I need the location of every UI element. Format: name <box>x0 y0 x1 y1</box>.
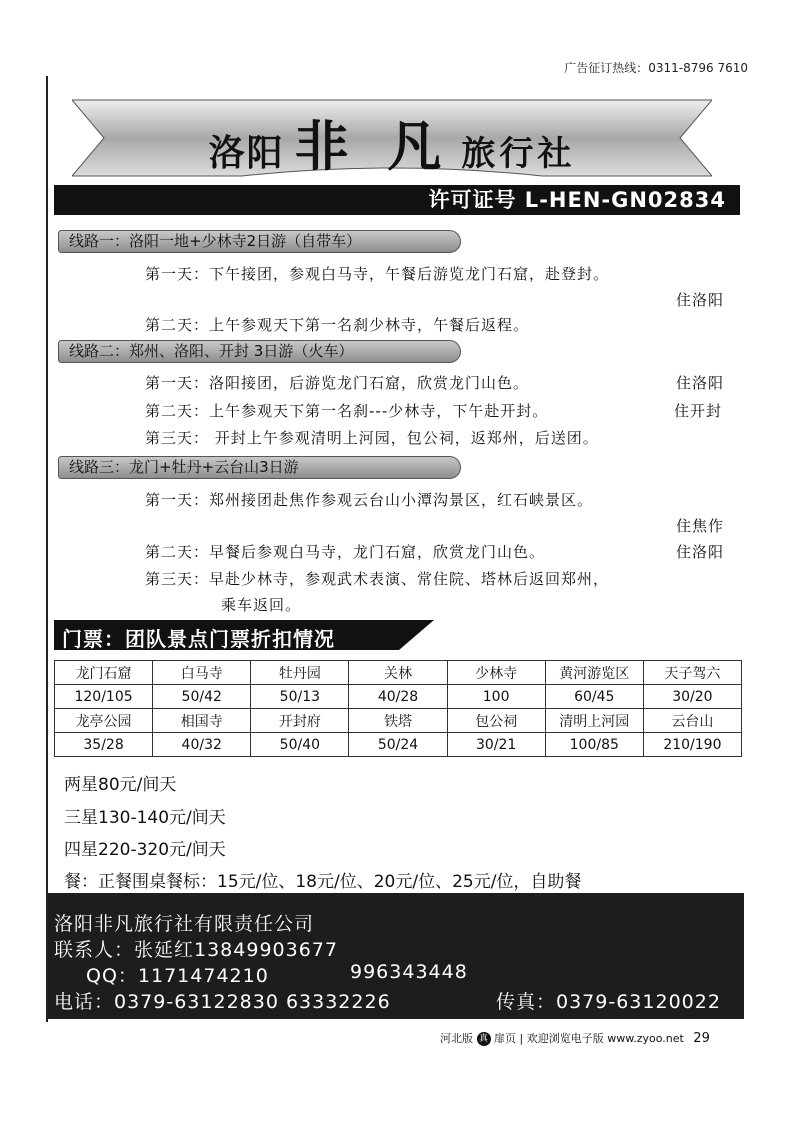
page-footer <box>440 1030 740 1046</box>
contact-person: 联系人：张延红13849903677 <box>54 939 338 961</box>
table-cell: 天子驾六 <box>643 661 741 685</box>
table-row <box>55 709 742 733</box>
tickets-heading <box>54 620 434 650</box>
footer-slogan: 欢迎浏览电子版 <box>526 1032 604 1045</box>
title-name: 非 凡 <box>294 115 452 178</box>
table-cell: 100/85 <box>545 733 643 757</box>
table-cell: 清明上河园 <box>545 709 643 733</box>
table-cell: 120/105 <box>55 685 153 709</box>
table-cell: 40/28 <box>349 685 447 709</box>
route-3-day-3: 第三天：早赴少林寺，参观武术表演、常住院、塔林后返回郑州， <box>145 570 610 588</box>
route-3-day-2-stay: 住洛阳 <box>676 543 725 561</box>
fax-number: 传真：0379-63120022 <box>496 991 721 1013</box>
brand-title <box>72 104 712 181</box>
table-cell: 100 <box>447 685 545 709</box>
table-cell: 40/32 <box>153 733 251 757</box>
table-cell: 50/13 <box>251 685 349 709</box>
company-name: 洛阳非凡旅行社有限责任公司 <box>54 913 315 935</box>
qq-primary: QQ：1171474210 <box>86 965 269 987</box>
table-cell: 少林寺 <box>447 661 545 685</box>
hotel-four-star: 四星220-320元/间天 <box>64 840 226 860</box>
route-3-title: 线路三：龙门+牡丹+云台山3日游 <box>58 456 461 479</box>
route-2-day-2-stay: 住开封 <box>674 402 723 420</box>
table-cell: 铁塔 <box>349 709 447 733</box>
footer-separator: | <box>519 1032 524 1045</box>
table-cell: 黄河游览区 <box>545 661 643 685</box>
route-2-day-1-stay: 住洛阳 <box>676 374 725 392</box>
table-cell: 关林 <box>349 661 447 685</box>
route-1-day-1: 第一天：下午接团，参观白马寺，午餐后游览龙门石窟，赴登封。 <box>145 265 610 283</box>
table-cell: 龙门石窟 <box>55 661 153 685</box>
table-cell: 云台山 <box>643 709 741 733</box>
route-2-day-2: 第二天：上午参观天下第一名刹---少林寺，下午赴开封。 <box>145 402 549 420</box>
route-1-day-2: 第二天：上午参观天下第一名刹少林寺，午餐后返程。 <box>145 316 530 334</box>
table-cell: 50/40 <box>251 733 349 757</box>
meal-standard: 餐：正餐围桌餐标：15元/位、18元/位、20元/位、25元/位，自助餐 <box>64 872 582 892</box>
route-1-title: 线路一：洛阳一地+少林寺2日游（自带车） <box>58 230 461 253</box>
table-row <box>55 685 742 709</box>
ad-hotline: 广告征订热线：0311-8796 7610 <box>564 61 748 75</box>
table-cell: 50/24 <box>349 733 447 757</box>
footer-edition: 河北版 <box>440 1032 473 1045</box>
hotel-two-star: 两星80元/间天 <box>64 775 177 795</box>
table-row <box>55 661 742 685</box>
license-number: 许可证号 L-HEN-GN02834 <box>54 185 740 215</box>
table-cell: 35/28 <box>55 733 153 757</box>
page-number: 29 <box>693 1031 710 1046</box>
title-suffix: 旅行社 <box>461 134 576 174</box>
title-city: 洛阳 <box>208 133 285 174</box>
table-cell: 50/42 <box>153 685 251 709</box>
footer-badge-icon: 真 <box>477 1032 491 1046</box>
route-3-day-1-stay: 住焦作 <box>676 517 725 535</box>
hotel-three-star: 三星130-140元/间天 <box>64 808 226 828</box>
table-cell: 包公祠 <box>447 709 545 733</box>
route-3-day-3-cont: 乘车返回。 <box>221 596 302 614</box>
table-cell: 30/20 <box>643 685 741 709</box>
table-cell: 白马寺 <box>153 661 251 685</box>
route-2-day-3: 第三天： 开封上午参观清明上河园，包公祠，返郑州，后送团。 <box>145 429 599 447</box>
route-1-day-1-stay: 住洛阳 <box>676 291 725 309</box>
route-2-day-1: 第一天：洛阳接团，后游览龙门石窟，欣赏龙门山色。 <box>145 374 530 392</box>
table-cell: 龙亭公园 <box>55 709 153 733</box>
table-cell: 相国寺 <box>153 709 251 733</box>
table-cell: 开封府 <box>251 709 349 733</box>
table-cell: 牡丹园 <box>251 661 349 685</box>
table-cell: 210/190 <box>643 733 741 757</box>
table-row <box>55 733 742 757</box>
phone-numbers: 电话：0379-63122830 63332226 <box>54 991 391 1013</box>
tickets-heading-text: 门票：团队景点门票折扣情况 <box>62 627 335 651</box>
ticket-price-table <box>54 660 742 757</box>
table-cell: 60/45 <box>545 685 643 709</box>
title-banner <box>72 96 712 180</box>
table-cell: 30/21 <box>447 733 545 757</box>
footer-url[interactable]: www.zyoo.net <box>607 1032 684 1045</box>
route-2-title: 线路二：郑州、洛阳、开封 3日游（火车） <box>58 340 461 363</box>
route-3-day-2: 第二天：早餐后参观白马寺，龙门石窟，欣赏龙门山色。 <box>145 543 546 561</box>
route-3-day-1: 第一天：郑州接团赴焦作参观云台山小潭沟景区，红石峡景区。 <box>145 491 594 509</box>
qq-secondary: 996343448 <box>350 961 468 983</box>
footer-section: 扉页 <box>494 1032 516 1045</box>
company-contact-box <box>48 893 744 1019</box>
